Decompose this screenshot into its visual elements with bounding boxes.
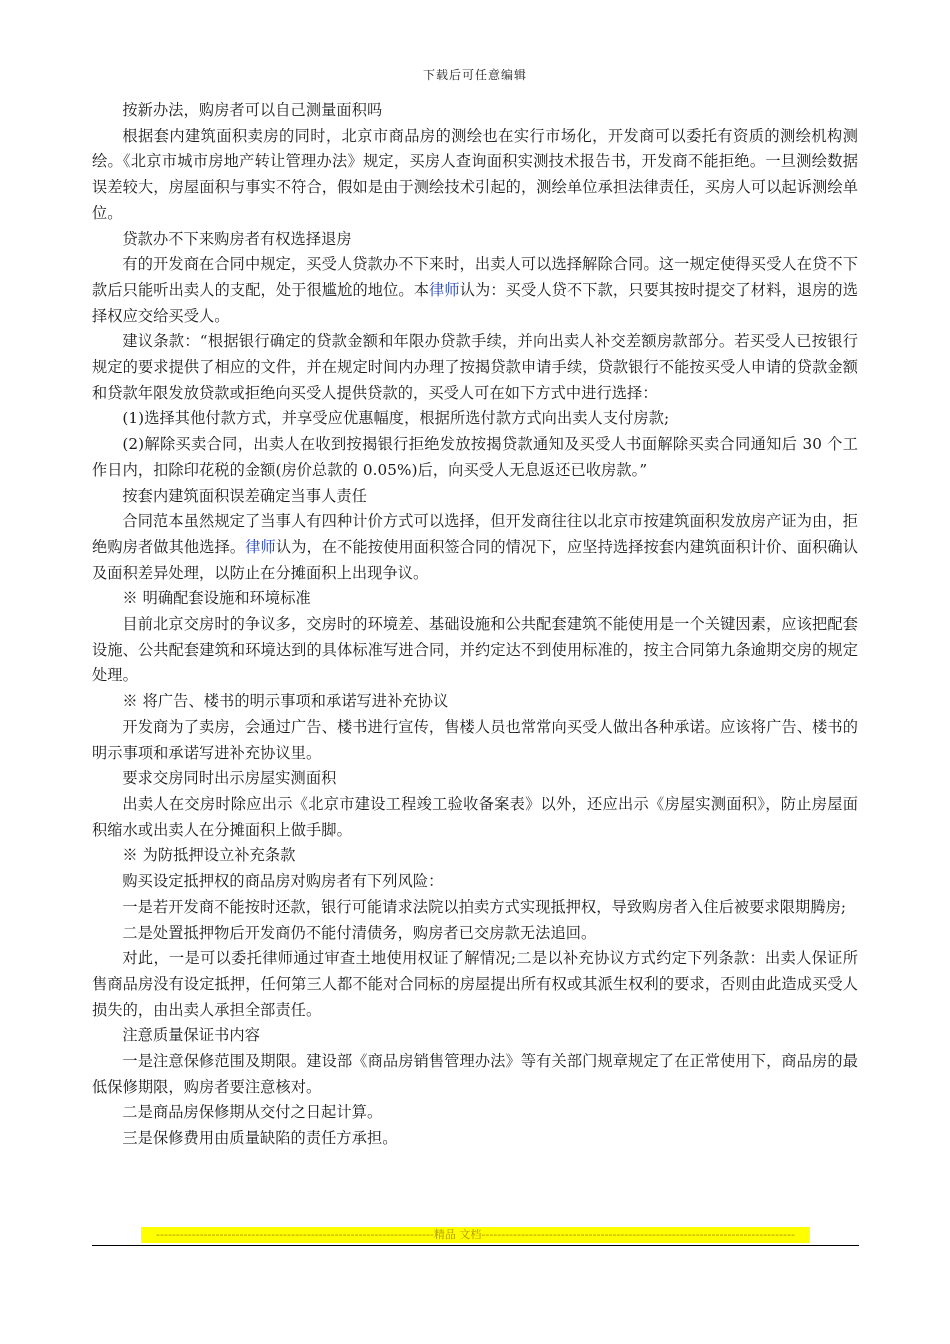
paragraph-text: 认为：买受人贷不下款，只要其按时提交了材料，退房的选择权应交给买受人。 — [92, 280, 859, 325]
paragraph-text: (1)选择其他付款方式，并享受应优惠幅度，根据所选付款方式向出卖人支付房款; — [122, 409, 670, 428]
paragraph-text: 按新办法，购房者可以自己测量面积吗 — [122, 101, 383, 119]
paragraph — [92, 98, 858, 124]
paragraph-text: 二是处置抵押物后开发商仍不能付清债务，购房者已交房款无法追回。 — [122, 923, 597, 942]
paragraph — [92, 946, 858, 1023]
paragraph — [92, 1023, 858, 1049]
paragraph — [92, 843, 858, 869]
document-body — [92, 98, 858, 1152]
paragraph-text: 注意质量保证书内容 — [122, 1026, 260, 1045]
paragraph — [92, 715, 858, 766]
paragraph-text: 有的开发商在合同中规定，买受人贷款办不下来时，出卖人可以选择解除合同。这一规定使得买受人在贷不下款后只能听出卖人的支配，处于很尴尬的地位。本 — [92, 255, 858, 299]
footer-rule — [92, 1245, 859, 1246]
paragraph-text: ※ 明确配套设施和环境标准 — [122, 589, 311, 608]
paragraph — [92, 869, 858, 895]
paragraph-text: 要求交房同时出示房屋实测面积 — [122, 769, 337, 788]
paragraph-text: 一是若开发商不能按时还款，银行可能请求法院以拍卖方式实现抵押权，导致购房者入住后被要求限期腾房; — [122, 897, 847, 916]
paragraph-text: 出卖人在交房时除应出示《北京市建设工程竣工验收备案表》以外，还应出示《房屋实测面积》，防止房屋面积缩水或出卖人在分摊面积上做手脚。 — [92, 794, 858, 839]
paragraph — [92, 509, 858, 586]
paragraph-text: 购买设定抵押权的商品房对购房者有下列风险： — [122, 872, 444, 891]
paragraph — [92, 227, 858, 253]
paragraph — [92, 124, 858, 227]
paragraph — [92, 1049, 858, 1100]
footer-banner: ----------------------------------------------------------------------精品 文档------------------------------------------------------------------------------- — [141, 1227, 810, 1243]
paragraph-text: 目前北京交房时的争议多，交房时的环境差、基础设施和公共配套建筑不能使用是一个关键因素，应该把配套设施、公共配套建筑和环境达到的具体标准写进合同，并约定达不到使用标准的，按主合同第九条逾期交房的规定处理。 — [92, 615, 858, 685]
paragraph-text: 认为，在不能按使用面积签合同的情况下，应坚持选择按套内建筑面积计价、面积确认及面积差异处理，以防止在分摊面积上出现争议。 — [92, 537, 859, 582]
paragraph-text: (2)解除买卖合同，出卖人在收到按揭银行拒绝发放按揭贷款通知及买受人书面解除买卖合同通知后 30 个工作日内，扣除印花税的金额(房价总款的 0.05%)后，向买受人无息返还已收房款。” — [92, 435, 858, 479]
paragraph — [92, 484, 858, 510]
page-header: 下载后可任意编辑 — [422, 68, 527, 82]
paragraph-text: ※ 将广告、楼书的明示事项和承诺写进补充协议 — [122, 692, 449, 711]
paragraph — [92, 252, 858, 329]
paragraph-text: ※ 为防抵押设立补充条款 — [122, 846, 296, 865]
paragraph-text: 对此，一是可以委托律师通过审查土地使用权证了解情况;二是以补充协议方式约定下列条款：出卖人保证所售商品房没有设定抵押，任何第三人都不能对合同标的房屋提出所有权或其派生权利的要求，否则由此造成买受人损失的，由出卖人承担全部责任。 — [92, 949, 858, 1019]
paragraph — [92, 895, 858, 921]
paragraph-text: 合同范本虽然规定了当事人有四种计价方式可以选择，但开发商往往以北京市按建筑面积发放房产证为由，拒绝购房者做其他选择。 — [92, 512, 858, 556]
paragraph — [92, 792, 858, 843]
paragraph — [92, 1100, 858, 1126]
paragraph-text: 建议条款：“根据银行确定的贷款金额和年限办贷款手续，并向出卖人补交差额房款部分。若买受人已按银行规定的要求提供了相应的文件，并在规定时间内办理了按揭贷款申请手续，贷款银行不能按买受人申请的贷款金额和贷款年限发放贷款或拒绝向买受人提供贷款的，买受人可在如下方式中进行选择： — [92, 332, 858, 402]
paragraph — [92, 766, 858, 792]
paragraph — [92, 329, 858, 406]
paragraph — [92, 1126, 858, 1152]
lawyer-link[interactable]: 律师 — [429, 280, 460, 299]
paragraph-text: 开发商为了卖房，会通过广告、楼书进行宣传，售楼人员也常常向买受人做出各种承诺。应该将广告、楼书的明示事项和承诺写进补充协议里。 — [92, 717, 858, 762]
paragraph-text: 根据套内建筑面积卖房的同时，北京市商品房的测绘也在实行市场化，开发商可以委托有资质的测绘机构测绘。《北京市城市房地产转让管理办法》规定，买房人查询面积实测技术报告书，开发商不能拒绝。一旦测绘数据误差较大，房屋面积与事实不符合，假如是由于测绘技术引起的，测绘单位承担法律责任，买房人可以起诉测绘单位。 — [92, 126, 858, 222]
paragraph — [92, 432, 858, 483]
paragraph — [92, 586, 858, 612]
paragraph-text: 贷款办不下来购房者有权选择退房 — [122, 229, 352, 248]
paragraph — [92, 406, 858, 432]
lawyer-link[interactable]: 律师 — [245, 537, 276, 556]
paragraph — [92, 612, 858, 689]
paragraph — [92, 689, 858, 715]
paragraph-text: 三是保修费用由质量缺陷的责任方承担。 — [122, 1129, 398, 1148]
paragraph-text: 一是注意保修范围及期限。建设部《商品房销售管理办法》等有关部门规章规定了在正常使用下，商品房的最低保修期限，购房者要注意核对。 — [92, 1052, 858, 1096]
paragraph-text: 按套内建筑面积误差确定当事人责任 — [122, 486, 367, 505]
paragraph-text: 二是商品房保修期从交付之日起计算。 — [122, 1103, 383, 1122]
paragraph — [92, 921, 858, 947]
